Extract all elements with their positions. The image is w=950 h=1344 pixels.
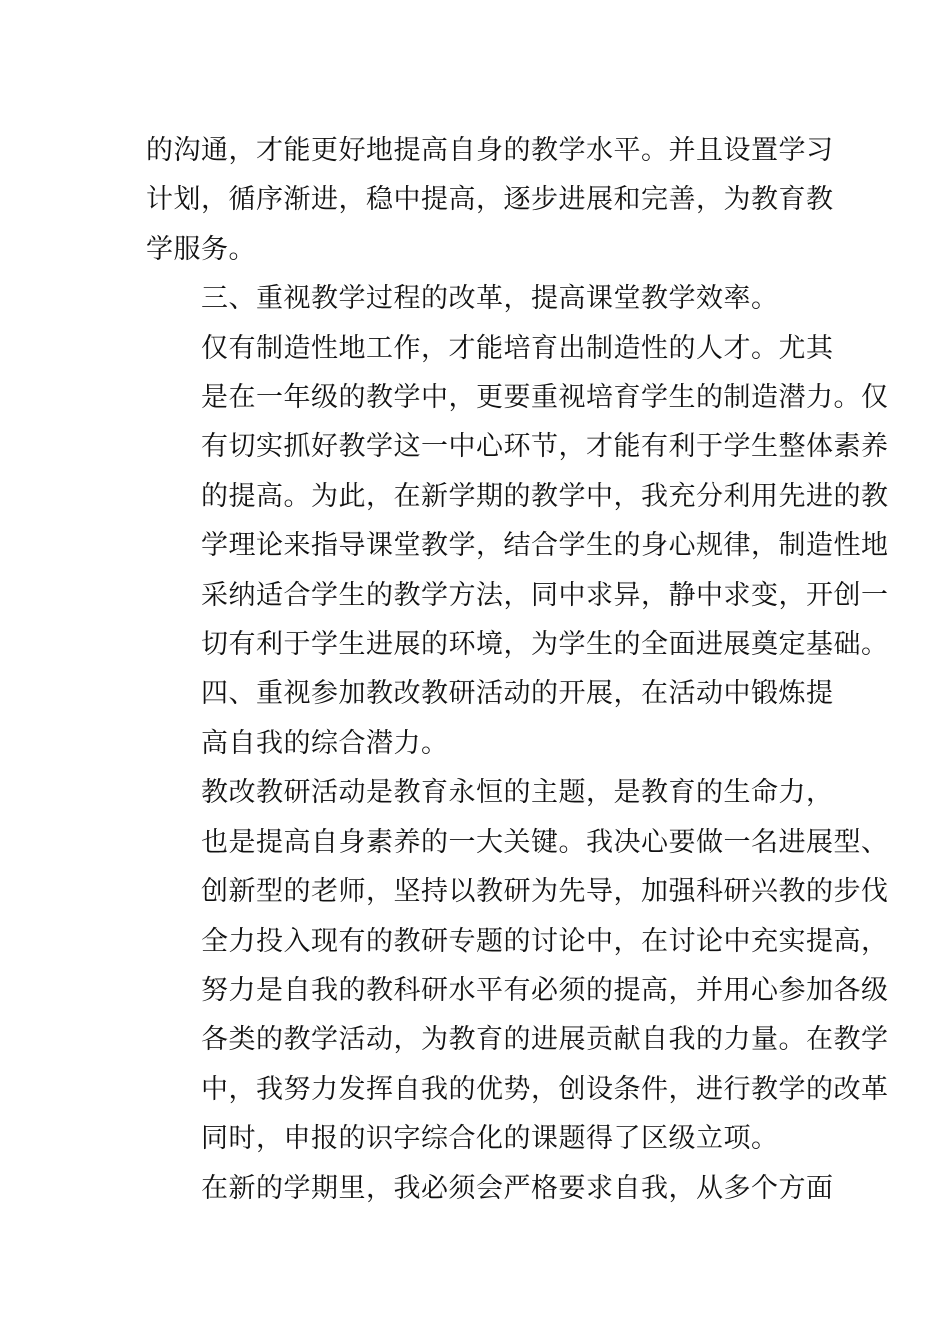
text-line: 的提高。为此，在新学期的教学中，我充分利用先进的教 xyxy=(201,480,889,512)
paragraph xyxy=(146,1164,834,1213)
text-line: 的沟通，才能更好地提高自身的教学水平。并且设置学习 xyxy=(146,135,834,166)
paragraph xyxy=(146,274,808,323)
text-line: 有切实抓好教学这一中心环节，才能有利于学生整体素养 xyxy=(201,431,889,463)
text-line: 也是提高自身素养的一大关键。我决心要做一名进展型、 xyxy=(201,826,889,858)
text-line: 各类的教学活动，为教育的进展贡献自我的力量。在教学 xyxy=(201,1024,889,1056)
paragraph xyxy=(146,324,889,670)
text-line: 学服务。 xyxy=(146,233,256,265)
paragraph xyxy=(146,768,889,1163)
paragraph xyxy=(146,126,834,274)
text-line: 同时，申报的识字综合化的课题得了区级立项。 xyxy=(201,1123,779,1155)
text-line: 创新型的老师，坚持以教研为先导，加强科研兴教的步伐 xyxy=(201,876,889,908)
text-line: 教改教研活动是教育永恒的主题，是教育的生命力， xyxy=(201,777,834,809)
text-line: 采纳适合学生的教学方法，同中求异，静中求变，开创一 xyxy=(201,579,889,611)
text-line: 努力是自我的教科研水平有必须的提高，并用心参加各级 xyxy=(201,974,889,1006)
text-line: 在新的学期里，我必须会严格要求自我，从多个方面 xyxy=(201,1172,834,1204)
text-line: 高自我的综合潜力。 xyxy=(201,727,449,759)
text-line: 计划，循序渐进，稳中提高，逐步进展和完善，为教育教 xyxy=(146,184,834,216)
text-line: 仅有制造性地工作，才能培育出制造性的人才。尤其 xyxy=(201,332,834,364)
text-line: 中，我努力发挥自我的优势，创设条件，进行教学的改革 xyxy=(201,1073,889,1105)
text-line: 切有利于学生进展的环境，为学生的全面进展奠定基础。 xyxy=(201,629,889,661)
document-body xyxy=(146,126,889,1213)
text-line: 全力投入现有的教研专题的讨论中，在讨论中充实提高， xyxy=(201,925,889,957)
text-line: 是在一年级的教学中，更要重视培育学生的制造潜力。仅 xyxy=(201,382,889,414)
text-line: 四、重视参加教改教研活动的开展，在活动中锻炼提 xyxy=(201,678,834,710)
paragraph xyxy=(146,669,834,768)
text-line: 三、重视教学过程的改革，提高课堂教学效率。 xyxy=(201,283,779,315)
text-line: 学理论来指导课堂教学，结合学生的身心规律，制造性地 xyxy=(201,530,889,562)
